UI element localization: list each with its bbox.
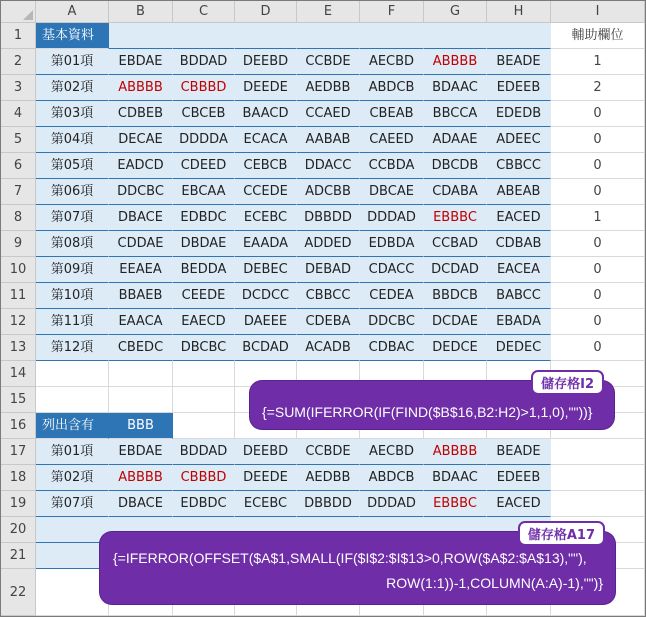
data-cell[interactable]: ECACA: [235, 127, 297, 153]
data-cell[interactable]: EADCD: [109, 153, 173, 179]
result-empty-cell[interactable]: [36, 517, 109, 543]
row-header-16[interactable]: 16: [1, 413, 36, 439]
row-header-5[interactable]: 5: [1, 127, 36, 153]
data-cell[interactable]: DDDDA: [173, 127, 235, 153]
data-cell[interactable]: CBBBD: [173, 75, 235, 101]
data-cell[interactable]: DECAE: [109, 127, 173, 153]
aux-value[interactable]: 0: [551, 257, 645, 283]
data-cell[interactable]: BEDDA: [173, 257, 235, 283]
data-cell[interactable]: DDCBC: [360, 309, 424, 335]
aux-value[interactable]: 0: [551, 153, 645, 179]
data-cell[interactable]: EAECD: [173, 309, 235, 335]
result-cell[interactable]: ABBBB: [109, 465, 173, 491]
data-cell[interactable]: CDABA: [424, 179, 487, 205]
data-cell[interactable]: BCDAD: [235, 335, 297, 361]
data-cell[interactable]: DEBAD: [297, 257, 360, 283]
row-header-1[interactable]: 1: [1, 23, 36, 49]
header-blank-cell[interactable]: [487, 23, 551, 49]
result-cell[interactable]: DEEDE: [235, 465, 297, 491]
row-label[interactable]: 第12項: [36, 335, 109, 361]
data-cell[interactable]: DBBDD: [297, 205, 360, 231]
column-header-e[interactable]: E: [297, 1, 360, 23]
result-cell[interactable]: BDDAD: [173, 439, 235, 465]
data-cell[interactable]: DCDAD: [424, 257, 487, 283]
data-cell[interactable]: CDBEB: [109, 101, 173, 127]
column-header-f[interactable]: F: [360, 1, 424, 23]
data-cell[interactable]: EAACA: [109, 309, 173, 335]
data-cell[interactable]: DAEEE: [235, 309, 297, 335]
row-header-4[interactable]: 4: [1, 101, 36, 127]
data-cell[interactable]: ECEBC: [235, 205, 297, 231]
data-cell[interactable]: DEDEC: [487, 335, 551, 361]
data-cell[interactable]: CEDEA: [360, 283, 424, 309]
row-label[interactable]: 第03項: [36, 101, 109, 127]
column-header-h[interactable]: H: [487, 1, 551, 23]
data-cell[interactable]: CDACC: [360, 257, 424, 283]
row-header-22[interactable]: 22: [1, 569, 36, 616]
column-header-i[interactable]: I: [551, 1, 645, 23]
row-header-20[interactable]: 20: [1, 517, 36, 543]
data-cell[interactable]: DBDAE: [173, 231, 235, 257]
result-row-label[interactable]: 第07項: [36, 491, 109, 517]
callout-a17-formula-line2: ROW(1:1))-1,COLUMN(A:A)-1),"")}: [386, 575, 603, 591]
data-cell[interactable]: ABBBB: [424, 49, 487, 75]
data-cell[interactable]: EACED: [487, 205, 551, 231]
header-blank-cell[interactable]: [235, 23, 297, 49]
grid-cell[interactable]: [551, 439, 645, 465]
data-cell[interactable]: CCBDA: [360, 153, 424, 179]
grid-cell[interactable]: [109, 361, 173, 387]
data-cell[interactable]: CEEDE: [173, 283, 235, 309]
header-blank-cell[interactable]: [297, 23, 360, 49]
callout-a17-tag: 儲存格A17: [518, 521, 605, 546]
data-cell[interactable]: CDBAC: [360, 335, 424, 361]
data-cell[interactable]: BDDAD: [173, 49, 235, 75]
result-cell[interactable]: AEDBB: [297, 465, 360, 491]
callout-a17-formula-line1: {=IFERROR(OFFSET($A$1,SMALL(IF($I$2:$I$13>0,ROW($A$2:$A$13),""),: [113, 550, 587, 566]
grid-cell[interactable]: [109, 387, 173, 413]
data-cell[interactable]: DEBEC: [235, 257, 297, 283]
aux-value[interactable]: 0: [551, 283, 645, 309]
grid-cell[interactable]: [36, 569, 109, 616]
data-cell[interactable]: DEEDE: [235, 75, 297, 101]
aux-value[interactable]: 0: [551, 101, 645, 127]
grid-cell[interactable]: [173, 361, 235, 387]
row-label[interactable]: 第05項: [36, 153, 109, 179]
data-cell[interactable]: DEEBD: [235, 49, 297, 75]
data-cell[interactable]: CBEAB: [360, 101, 424, 127]
result-row-label[interactable]: 第02項: [36, 465, 109, 491]
data-cell[interactable]: AECBD: [360, 49, 424, 75]
column-header-a[interactable]: A: [36, 1, 109, 23]
data-cell[interactable]: CBEDC: [109, 335, 173, 361]
data-cell[interactable]: BABCC: [487, 283, 551, 309]
row-label[interactable]: 第02項: [36, 75, 109, 101]
callout-a17: [100, 528, 615, 604]
data-cell[interactable]: EACEA: [487, 257, 551, 283]
aux-value[interactable]: 0: [551, 309, 645, 335]
result-cell[interactable]: EBDAE: [109, 439, 173, 465]
data-cell[interactable]: CDDAE: [109, 231, 173, 257]
result-cell[interactable]: BEADE: [487, 439, 551, 465]
aux-value[interactable]: 0: [551, 231, 645, 257]
callout-i2-tag: 儲存格I2: [531, 370, 604, 395]
result-cell[interactable]: EDEEB: [487, 465, 551, 491]
data-cell[interactable]: DDDAD: [360, 205, 424, 231]
data-cell[interactable]: CCBAD: [424, 231, 487, 257]
result-cell[interactable]: EBBBC: [424, 491, 487, 517]
data-cell[interactable]: DBCDB: [424, 153, 487, 179]
select-all-corner[interactable]: [1, 1, 36, 23]
grid-cell[interactable]: [551, 491, 645, 517]
data-cell[interactable]: BBDCB: [424, 283, 487, 309]
column-header-d[interactable]: D: [235, 1, 297, 23]
grid-cell[interactable]: [36, 361, 109, 387]
result-cell[interactable]: CCBDE: [297, 439, 360, 465]
header-blank-cell[interactable]: [360, 23, 424, 49]
column-header-g[interactable]: G: [424, 1, 487, 23]
data-cell[interactable]: EDEDB: [487, 101, 551, 127]
result-cell[interactable]: ABBBB: [424, 439, 487, 465]
data-cell[interactable]: DBCBC: [173, 335, 235, 361]
data-cell[interactable]: EBADA: [487, 309, 551, 335]
data-cell[interactable]: ADCBB: [297, 179, 360, 205]
column-header-b[interactable]: B: [109, 1, 173, 23]
row-header-8[interactable]: 8: [1, 205, 36, 231]
row-label[interactable]: 第07項: [36, 205, 109, 231]
search-label-cell[interactable]: 列出含有: [36, 413, 109, 439]
header-title-cell[interactable]: 基本資料: [36, 23, 109, 49]
data-cell[interactable]: BDAAC: [424, 75, 487, 101]
data-cell[interactable]: EDBDA: [360, 231, 424, 257]
aux-value[interactable]: 0: [551, 127, 645, 153]
data-cell[interactable]: DEDCE: [424, 335, 487, 361]
result-cell[interactable]: CBBBD: [173, 465, 235, 491]
result-empty-cell[interactable]: [36, 543, 109, 569]
data-cell[interactable]: EDBDC: [173, 205, 235, 231]
data-cell[interactable]: CDEBA: [297, 309, 360, 335]
aux-value[interactable]: 2: [551, 75, 645, 101]
data-cell[interactable]: CCEDE: [235, 179, 297, 205]
data-cell[interactable]: CAEED: [360, 127, 424, 153]
result-cell[interactable]: DBBDD: [297, 491, 360, 517]
aux-value[interactable]: 0: [551, 179, 645, 205]
aux-column-header[interactable]: 輔助欄位: [551, 23, 645, 49]
data-cell[interactable]: CDBAB: [487, 231, 551, 257]
search-value-cell[interactable]: BBB: [109, 413, 173, 439]
data-cell[interactable]: AABAB: [297, 127, 360, 153]
result-cell[interactable]: DDDAD: [360, 491, 424, 517]
data-cell[interactable]: CEBCB: [235, 153, 297, 179]
result-cell[interactable]: AECBD: [360, 439, 424, 465]
row-header-3[interactable]: 3: [1, 75, 36, 101]
data-cell[interactable]: BBCCA: [424, 101, 487, 127]
row-header-10[interactable]: 10: [1, 257, 36, 283]
data-cell[interactable]: DDACC: [297, 153, 360, 179]
data-cell[interactable]: EBBBC: [424, 205, 487, 231]
row-header-7[interactable]: 7: [1, 179, 36, 205]
header-blank-cell[interactable]: [424, 23, 487, 49]
row-header-21[interactable]: 21: [1, 543, 36, 569]
header-blank-cell[interactable]: [173, 23, 235, 49]
data-cell[interactable]: EBCAA: [173, 179, 235, 205]
data-cell[interactable]: ABEAB: [487, 179, 551, 205]
row-label[interactable]: 第04項: [36, 127, 109, 153]
row-header-15[interactable]: 15: [1, 387, 36, 413]
data-cell[interactable]: CBCEB: [173, 101, 235, 127]
row-header-13[interactable]: 13: [1, 335, 36, 361]
data-cell[interactable]: BEADE: [487, 49, 551, 75]
header-blank-cell[interactable]: [109, 23, 173, 49]
result-cell[interactable]: DBACE: [109, 491, 173, 517]
grid-cell[interactable]: [36, 387, 109, 413]
result-cell[interactable]: EDBDC: [173, 491, 235, 517]
row-header-9[interactable]: 9: [1, 231, 36, 257]
data-cell[interactable]: BBAEB: [109, 283, 173, 309]
callout-i2-formula: {=SUM(IFERROR(IF(FIND($B$16,B2:H2)>1,1,0),""))}: [262, 404, 593, 420]
row-label[interactable]: 第10項: [36, 283, 109, 309]
row-header-19[interactable]: 19: [1, 491, 36, 517]
result-cell[interactable]: ABDCB: [360, 465, 424, 491]
data-cell[interactable]: CCAED: [297, 101, 360, 127]
data-cell[interactable]: ADAAE: [424, 127, 487, 153]
row-header-18[interactable]: 18: [1, 465, 36, 491]
data-cell[interactable]: EEAEA: [109, 257, 173, 283]
row-label[interactable]: 第06項: [36, 179, 109, 205]
row-label[interactable]: 第08項: [36, 231, 109, 257]
callout-i2: [250, 377, 614, 429]
row-label[interactable]: 第11項: [36, 309, 109, 335]
data-cell[interactable]: EDEEB: [487, 75, 551, 101]
result-row-label[interactable]: 第01項: [36, 439, 109, 465]
data-cell[interactable]: CCBDE: [297, 49, 360, 75]
row-header-2[interactable]: 2: [1, 49, 36, 75]
result-cell[interactable]: ECEBC: [235, 491, 297, 517]
data-cell[interactable]: DCDAE: [424, 309, 487, 335]
row-header-12[interactable]: 12: [1, 309, 36, 335]
data-cell[interactable]: DCDCC: [235, 283, 297, 309]
data-cell[interactable]: DBACE: [109, 205, 173, 231]
row-header-11[interactable]: 11: [1, 283, 36, 309]
row-header-14[interactable]: 14: [1, 361, 36, 387]
data-cell[interactable]: CBBCC: [487, 153, 551, 179]
row-label[interactable]: 第09項: [36, 257, 109, 283]
aux-value[interactable]: 0: [551, 335, 645, 361]
data-cell[interactable]: ADDED: [297, 231, 360, 257]
row-header-17[interactable]: 17: [1, 439, 36, 465]
data-cell[interactable]: DDCBC: [109, 179, 173, 205]
data-cell[interactable]: ADEEC: [487, 127, 551, 153]
data-cell[interactable]: ACADB: [297, 335, 360, 361]
aux-value[interactable]: 1: [551, 205, 645, 231]
data-cell[interactable]: EAADA: [235, 231, 297, 257]
column-header-c[interactable]: C: [173, 1, 235, 23]
grid-cell[interactable]: [173, 387, 235, 413]
row-header-6[interactable]: 6: [1, 153, 36, 179]
data-cell[interactable]: EBDAE: [109, 49, 173, 75]
result-cell[interactable]: BDAAC: [424, 465, 487, 491]
data-cell[interactable]: DBCAE: [360, 179, 424, 205]
result-cell[interactable]: EACED: [487, 491, 551, 517]
row-label[interactable]: 第01項: [36, 49, 109, 75]
data-cell[interactable]: CDEED: [173, 153, 235, 179]
grid-cell[interactable]: [551, 465, 645, 491]
data-cell[interactable]: AEDBB: [297, 75, 360, 101]
data-cell[interactable]: CBBCC: [297, 283, 360, 309]
grid-cell[interactable]: [173, 413, 235, 439]
aux-value[interactable]: 1: [551, 49, 645, 75]
data-cell[interactable]: BAACD: [235, 101, 297, 127]
data-cell[interactable]: ABDCB: [360, 75, 424, 101]
result-cell[interactable]: DEEBD: [235, 439, 297, 465]
data-cell[interactable]: ABBBB: [109, 75, 173, 101]
